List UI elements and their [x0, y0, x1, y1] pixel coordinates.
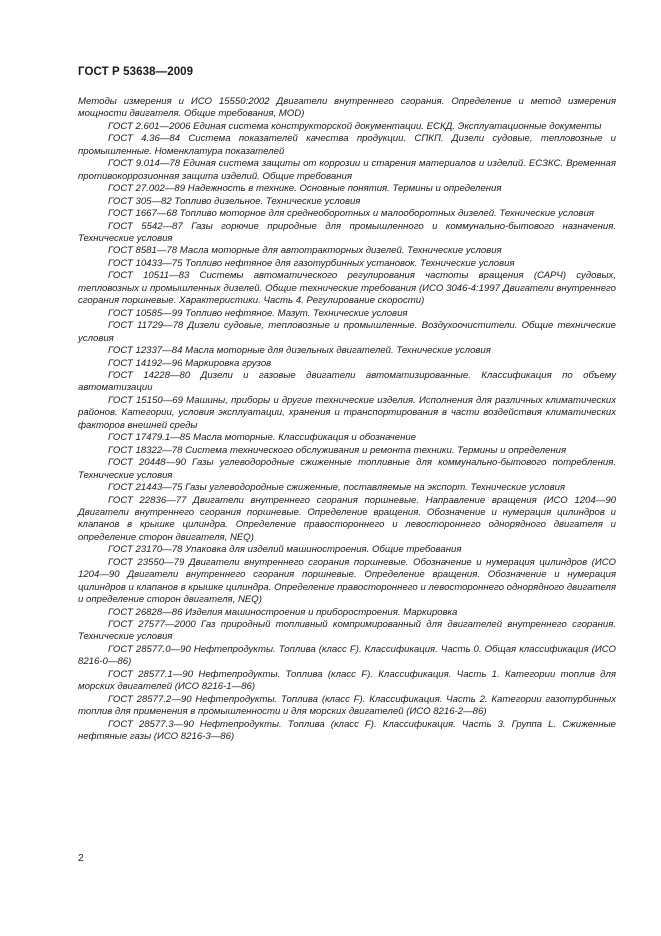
reference-item: ГОСТ 11729—78 Дизели судовые, тепловозные и промышленные. Воздухоочистители. Общие технические условия: [78, 320, 616, 344]
reference-item: ГОСТ 26828—86 Изделия машиностроения и приборостроения. Маркировка: [108, 606, 458, 618]
reference-item: ГОСТ 28577.2—90 Нефтепродукты. Топлива (класс F). Классификация. Часть 2. Категории газотурбинных топлив для применения в промышленности и для морских двигателей (ИСО 8216-2—86): [78, 693, 616, 718]
reference-item: ГОСТ 17479.1—85 Масла моторные. Классификация и обозначение: [108, 432, 417, 444]
reference-item: ГОСТ 23550—79 Двигатели внутреннего сгорания поршневые. Обозначение и нумерация цилиндров (ИСО 1204—90 Двигатели внутреннего сгорания поршневые. Определение вращения. Обозначение и нумерация цилиндров и клапанов в крышке цилиндра. Определение правостороннего и левостороннего однорядного двигателя и определение сторон двигателя, NEQ): [78, 556, 616, 606]
reference-item: ГОСТ 20448—90 Газы углеводородные сжиженные топливные для коммунально-бытового потребления. Технические условия: [78, 457, 616, 481]
page-number: 2: [78, 852, 84, 864]
reference-item: ГОСТ 23170—78 Упаковка для изделий машиностроения. Общие требования: [108, 544, 462, 556]
reference-item: ГОСТ 1667—68 Топливо моторное для среднеоборотных и малооборотных дизелей. Технические условия: [108, 208, 594, 220]
reference-item: ГОСТ 4.36—84 Система показателей качества продукции. СПКП. Дизели судовые, тепловозные и промышленные. Номенклатура показателей: [78, 133, 616, 157]
reference-item: ГОСТ 8581—78 Масла моторные для автотракторных дизелей. Технические условия: [108, 245, 502, 257]
reference-item: ГОСТ 27577—2000 Газ природный топливный компримированный для двигателей внутреннего сгорания. Технические условия: [78, 619, 616, 643]
reference-item: ГОСТ 2.601—2006 Единая система конструкторской документации. ЕСКД. Эксплуатационные документы: [108, 120, 602, 132]
reference-item: ГОСТ 27.002—89 Надежность в технике. Основные понятия. Термины и определения: [108, 183, 502, 195]
reference-item: ГОСТ 10511—83 Системы автоматического регулирования частоты вращения (САРЧ) судовых, тепловозных и промышленных дизелей. Общие технические требования (ИСО 3046-4:1997 Двигатели внутреннего сгорания поршневые. Характеристики. Часть 4. Регулирование скорости): [78, 270, 616, 307]
reference-item: ГОСТ 305—82 Топливо дизельное. Технические условия: [108, 195, 361, 207]
reference-item: ГОСТ 9.014—78 Единая система защиты от коррозии и старения материалов и изделий. ЕСЗКС. Временная противокоррозионная защита изделий. Общие требования: [78, 158, 616, 182]
paragraph-continuation: Методы измерения и ИСО 15550:2002 Двигатели внутреннего сгорания. Определение и метод измерения мощности двигателя. Общие требования, MOD): [78, 96, 616, 120]
reference-item: ГОСТ 21443—75 Газы углеводородные сжиженные, поставляемые на экспорт. Технические условия: [108, 482, 566, 494]
reference-item: ГОСТ 14228—80 Дизели и газовые двигатели автоматизированные. Классификация по объему автоматизации: [78, 369, 616, 394]
reference-item: ГОСТ 18322—78 Система технического обслуживания и ремонта техники. Термины и определения: [108, 444, 567, 456]
reference-item: ГОСТ 10585—99 Топливо нефтяное. Мазут. Технические условия: [108, 307, 408, 319]
normative-references-list: [78, 96, 616, 744]
document-header-title: ГОСТ Р 53638—2009: [78, 66, 194, 78]
reference-item: ГОСТ 28577.0—90 Нефтепродукты. Топлива (класс F). Классификация. Часть 0. Общая классификация (ИСО 8216-0—86): [78, 643, 616, 668]
reference-item: ГОСТ 5542—87 Газы горючие природные для промышленного и коммунально-бытового назначения. Технические условия: [78, 220, 616, 244]
reference-item: ГОСТ 15150—69 Машины, приборы и другие технические изделия. Исполнения для различных климатических районов. Категории, условия эксплуатации, хранения и транспортирования в части воздействия климатических факторов внешней среды: [78, 394, 616, 431]
reference-item: ГОСТ 22836—77 Двигатели внутреннего сгорания поршневые. Направление вращения (ИСО 1204—90 Двигатели внутреннего сгорания поршневые. Определение вращения. Обозначение и нумерация цилиндров и клапанов в крышке цилиндра. Определение правостороннего и левостороннего однорядного двигателя и определение сторон двигателя, NEQ): [78, 494, 616, 543]
reference-item: ГОСТ 12337—84 Масла моторные для дизельных двигателей. Технические условия: [108, 345, 491, 357]
reference-item: ГОСТ 28577.3—90 Нефтепродукты. Топлива (класс F). Классификация. Часть 3. Группа L. Сжиженные нефтяные газы (ИСО 8216-3—86): [78, 718, 616, 743]
reference-item: ГОСТ 14192—96 Маркировка грузов: [108, 357, 272, 369]
reference-item: ГОСТ 10433—75 Топливо нефтяное для газотурбинных установок. Технические условия: [108, 257, 515, 269]
reference-item: ГОСТ 28577.1—90 Нефтепродукты. Топлива (класс F). Классификация. Часть 1. Категории топлив для морских двигателей (ИСО 8216-1—86): [78, 668, 616, 693]
